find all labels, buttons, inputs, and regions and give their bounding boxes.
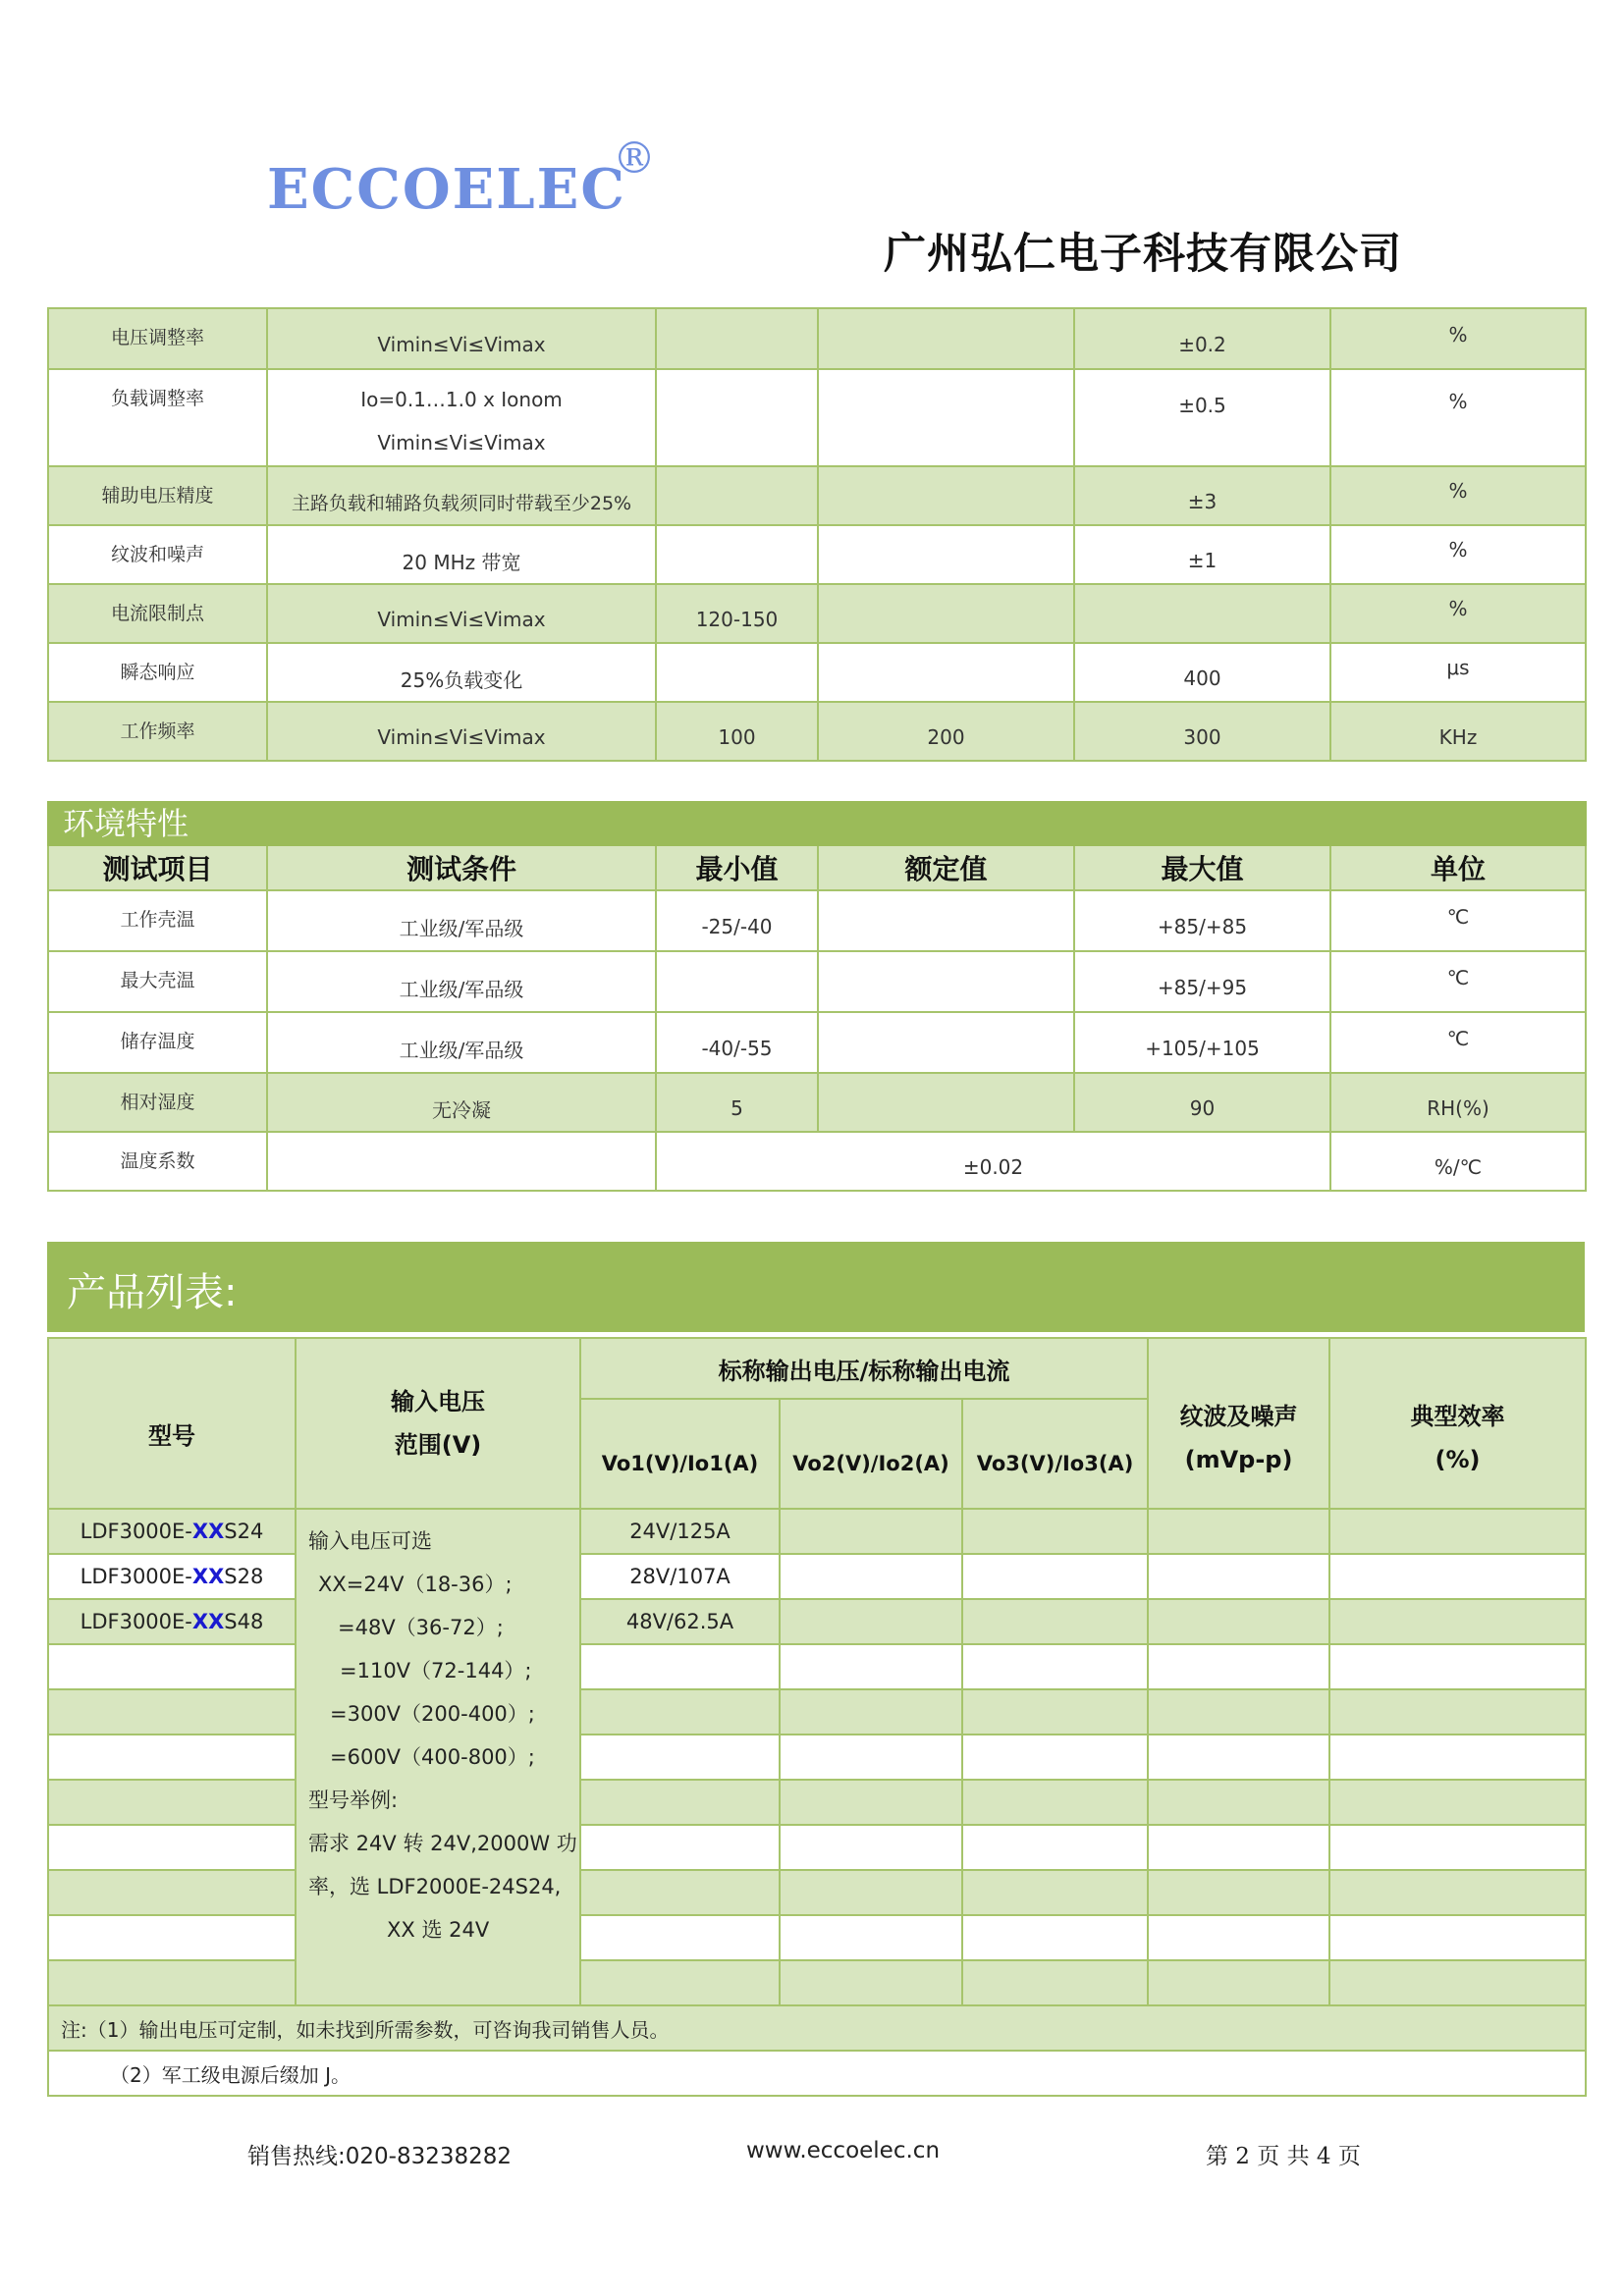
output-spec-table	[47, 307, 1587, 762]
spec-item: 纹波和噪声	[48, 525, 267, 584]
env-typ	[818, 1073, 1074, 1132]
product-ripple	[1148, 1554, 1329, 1599]
note-row	[48, 2005, 1586, 2051]
header-cell: 测试项目	[48, 845, 267, 890]
spec-condition-line: Io=0.1…1.0 x Ionom	[360, 387, 563, 411]
env-item: 最大壳温	[48, 951, 267, 1012]
spec-unit: KHz	[1330, 702, 1586, 761]
env-condition: 无冷凝	[267, 1073, 656, 1132]
product-note: （2）军工级电源后缀加 J。	[48, 2051, 1586, 2096]
spec-max: 400	[1074, 643, 1330, 702]
spec-row	[48, 369, 1586, 466]
header-efficiency-line: (%)	[1435, 1446, 1481, 1473]
environment-row	[48, 951, 1586, 1012]
spec-item: 负载调整率	[48, 369, 267, 466]
input-voltage-note: 输入电压可选 XX=24V（18-36）; =48V（36-72）; =110V（72-144）; =300V（200-400）; =600V（400-800）; 型号举例: 需求 24V 转 24V,2000W 功 率，选 LDF2000E-24S24, XX 选 24V	[296, 1509, 580, 2005]
product-model: LDF3000E-XXS48	[48, 1599, 296, 1644]
header-cell: 测试条件	[267, 845, 656, 890]
env-max: 90	[1074, 1073, 1330, 1132]
spec-max: ±3	[1074, 466, 1330, 525]
env-unit: %/℃	[1330, 1132, 1586, 1191]
environment-row	[48, 1132, 1586, 1191]
env-unit: ℃	[1330, 890, 1586, 951]
env-item: 工作壳温	[48, 890, 267, 951]
env-min	[656, 951, 818, 1012]
spec-condition-line: Vimin≤Vi≤Vimax	[377, 430, 546, 454]
product-row-empty	[48, 1644, 1586, 1689]
environment-header-row	[48, 845, 1586, 890]
spec-item: 电压调整率	[48, 308, 267, 369]
environment-row	[48, 1012, 1586, 1073]
product-row-empty	[48, 1689, 1586, 1735]
product-vo3	[962, 1509, 1148, 1554]
header-efficiency	[1329, 1338, 1586, 1509]
header-input-range-line: 输入电压	[391, 1388, 485, 1415]
spec-typ	[818, 643, 1074, 702]
spec-item: 瞬态响应	[48, 643, 267, 702]
product-efficiency	[1329, 1554, 1586, 1599]
header-ripple-line: 纹波及噪声	[1179, 1403, 1298, 1430]
spec-typ	[818, 466, 1074, 525]
env-typ	[818, 1012, 1074, 1073]
environment-row	[48, 1073, 1586, 1132]
product-ripple	[1148, 1599, 1329, 1644]
spec-row	[48, 525, 1586, 584]
product-model: LDF3000E-XXS24	[48, 1509, 296, 1554]
spec-unit: %	[1330, 369, 1586, 466]
env-condition	[267, 1132, 656, 1191]
note-row	[48, 2051, 1586, 2096]
env-unit: ℃	[1330, 1012, 1586, 1073]
spec-unit: %	[1330, 308, 1586, 369]
product-row	[48, 1554, 1586, 1599]
header-vo3: Vo3(V)/Io3(A)	[962, 1399, 1148, 1509]
product-vo1: 28V/107A	[580, 1554, 780, 1599]
product-vo1: 48V/62.5A	[580, 1599, 780, 1644]
product-row	[48, 1509, 1586, 1554]
spec-typ: 200	[818, 702, 1074, 761]
section-title-products	[47, 1242, 1585, 1338]
header-vo2: Vo2(V)/Io2(A)	[780, 1399, 962, 1509]
company-name: 广州弘仁电子科技有限公司	[884, 230, 1402, 279]
spec-typ	[818, 525, 1074, 584]
product-row-empty	[48, 1825, 1586, 1870]
env-max: +85/+85	[1074, 890, 1330, 951]
spec-typ	[818, 369, 1074, 466]
spec-max: 300	[1074, 702, 1330, 761]
env-unit: RH(%)	[1330, 1073, 1586, 1132]
header-efficiency-line: 典型效率	[1410, 1403, 1505, 1430]
env-min: -25/-40	[656, 890, 818, 951]
website-link[interactable]: www.eccoelec.cn	[746, 2138, 941, 2163]
product-efficiency	[1329, 1599, 1586, 1644]
spec-row	[48, 643, 1586, 702]
env-condition: 工业级/军品级	[267, 890, 656, 951]
spec-condition	[267, 369, 656, 466]
spec-item: 辅助电压精度	[48, 466, 267, 525]
product-note: 注:（1）输出电压可定制，如未找到所需参数，可咨询我司销售人员。	[48, 2005, 1586, 2051]
product-row-empty	[48, 1915, 1586, 1960]
header-cell: 最小值	[656, 845, 818, 890]
spec-max	[1074, 584, 1330, 643]
environment-table	[47, 801, 1587, 1192]
product-vo2	[780, 1509, 962, 1554]
env-item: 温度系数	[48, 1132, 267, 1191]
header-cell: 单位	[1330, 845, 1586, 890]
environment-row	[48, 890, 1586, 951]
env-max: +85/+95	[1074, 951, 1330, 1012]
product-row-empty	[48, 1735, 1586, 1780]
product-row-empty	[48, 1870, 1586, 1915]
spec-condition: Vimin≤Vi≤Vimax	[267, 308, 656, 369]
env-max: +105/+105	[1074, 1012, 1330, 1073]
header-cell: 最大值	[1074, 845, 1330, 890]
env-condition: 工业级/军品级	[267, 1012, 656, 1073]
spec-unit: μs	[1330, 643, 1586, 702]
section-title-environment: 环境特性	[48, 802, 1586, 845]
spec-condition: Vimin≤Vi≤Vimax	[267, 584, 656, 643]
spec-unit: %	[1330, 584, 1586, 643]
product-efficiency	[1329, 1509, 1586, 1554]
product-row	[48, 1599, 1586, 1644]
spec-condition: 主路负载和辅路负载须同时带载至少25%	[267, 466, 656, 525]
spec-row	[48, 584, 1586, 643]
spec-min	[656, 369, 818, 466]
spec-item: 电流限制点	[48, 584, 267, 643]
header-nominal-output: 标称输出电压/标称输出电流	[580, 1338, 1148, 1399]
spec-typ	[818, 308, 1074, 369]
product-table	[47, 1337, 1587, 2097]
header-input-range	[296, 1338, 580, 1509]
spec-min: 120-150	[656, 584, 818, 643]
env-typ	[818, 951, 1074, 1012]
spec-unit: %	[1330, 466, 1586, 525]
header-ripple-line: (mVp-p)	[1184, 1446, 1293, 1473]
env-min: -40/-55	[656, 1012, 818, 1073]
registered-mark-icon: ®	[613, 133, 656, 184]
env-item: 相对湿度	[48, 1073, 267, 1132]
header-model: 型号	[48, 1338, 296, 1509]
spec-row	[48, 308, 1586, 369]
product-model: LDF3000E-XXS28	[48, 1554, 296, 1599]
spec-max: ±1	[1074, 525, 1330, 584]
spec-condition: 25%负载变化	[267, 643, 656, 702]
product-row-empty	[48, 1960, 1586, 2005]
env-item: 储存温度	[48, 1012, 267, 1073]
spec-min	[656, 643, 818, 702]
spec-max: ±0.5	[1074, 369, 1330, 466]
company-logo: ECCOELEC	[267, 157, 626, 222]
sales-hotline: 销售热线:020-83238282	[247, 2144, 513, 2169]
product-vo2	[780, 1599, 962, 1644]
product-vo1: 24V/125A	[580, 1509, 780, 1554]
page-number: 第 2 页 共 4 页	[1206, 2144, 1361, 2169]
spec-item: 工作频率	[48, 702, 267, 761]
spec-min	[656, 525, 818, 584]
spec-row	[48, 466, 1586, 525]
product-list-title: 产品列表:	[67, 1270, 238, 1315]
product-row-empty	[48, 1780, 1586, 1825]
spec-min	[656, 308, 818, 369]
header-cell: 额定值	[818, 845, 1074, 890]
spec-row	[48, 702, 1586, 761]
product-ripple	[1148, 1509, 1329, 1554]
product-vo2	[780, 1554, 962, 1599]
spec-typ	[818, 584, 1074, 643]
product-vo3	[962, 1599, 1148, 1644]
env-min: 5	[656, 1073, 818, 1132]
header-ripple	[1148, 1338, 1329, 1509]
spec-condition: 20 MHz 带宽	[267, 525, 656, 584]
product-vo3	[962, 1554, 1148, 1599]
spec-max: ±0.2	[1074, 308, 1330, 369]
spec-unit: %	[1330, 525, 1586, 584]
header-vo1: Vo1(V)/Io1(A)	[580, 1399, 780, 1509]
env-temp-coef-value: ±0.02	[656, 1132, 1330, 1191]
env-unit: ℃	[1330, 951, 1586, 1012]
header-input-range-line: 范围(V)	[394, 1431, 482, 1459]
env-condition: 工业级/军品级	[267, 951, 656, 1012]
spec-min	[656, 466, 818, 525]
env-typ	[818, 890, 1074, 951]
spec-condition: Vimin≤Vi≤Vimax	[267, 702, 656, 761]
spec-min: 100	[656, 702, 818, 761]
